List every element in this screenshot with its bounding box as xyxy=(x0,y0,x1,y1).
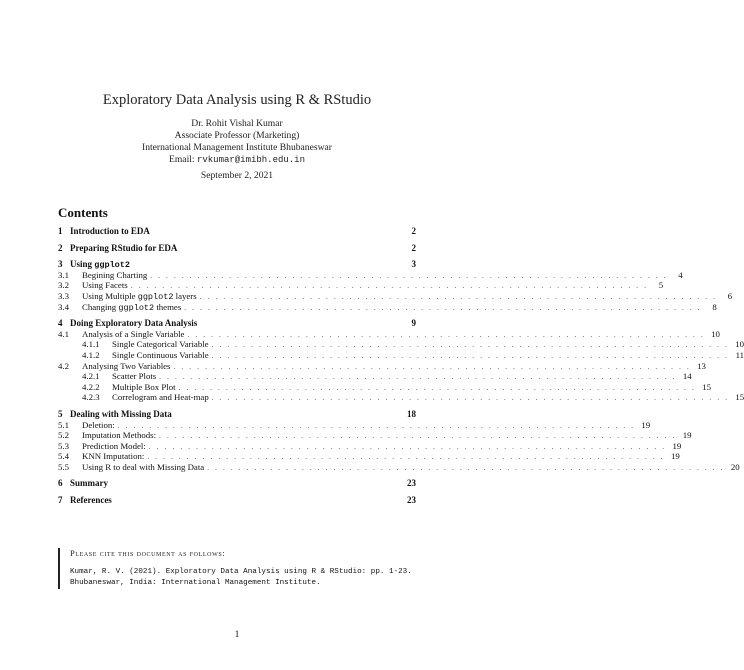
toc-entry[interactable] xyxy=(58,280,664,291)
contents-heading: Contents xyxy=(58,205,108,220)
toc-entry[interactable] xyxy=(58,409,416,420)
citation-line: Bhubaneswar, India: International Management Institute. xyxy=(70,579,321,587)
toc-entry-number: 2 xyxy=(58,242,63,253)
toc-entry-label: Prediction Model: xyxy=(82,440,146,451)
toc-entry[interactable] xyxy=(58,226,416,237)
toc-entry[interactable] xyxy=(58,301,717,313)
toc-entry-page: 8 xyxy=(712,301,717,312)
document-title: Exploratory Data Analysis using R & RStudio xyxy=(102,92,372,108)
toc-entry-number: 4.1.2 xyxy=(82,349,100,360)
toc-entry-label: Deletion: xyxy=(82,419,115,430)
toc-entry-number: 3.3 xyxy=(58,290,69,301)
author-block xyxy=(0,118,474,166)
toc-entry-page: 10 xyxy=(735,339,744,350)
toc-dot-leader: . . . . . . . . . . . . . . . . . . . . . . . . . . . . . . . . . . . . . . . . . . . . . . . . . . . . . . . . . . . . . . . . . . xyxy=(211,341,730,350)
toc-entry-number: 3.2 xyxy=(58,280,69,291)
toc-entry-page: 15 xyxy=(735,392,744,403)
toc-entry-label: Analysing Two Variables xyxy=(82,360,171,371)
toc-entry-page: 19 xyxy=(682,430,692,441)
toc-dot-leader: . . . . . . . . . . . . . . . . . . . . . . . . . . . . . . . . . . . . . . . . . . . . . . . . . . . . . . . . . . . . . . . . . . xyxy=(187,330,705,339)
toc-entry-page: 19 xyxy=(641,419,651,430)
toc-entry-page: 11 xyxy=(735,349,744,360)
toc-entry-label: Introduction to EDA xyxy=(70,226,150,236)
toc-dot-leader: . . . . . . . . . . . . . . . . . . . . . . . . . . . . . . . . . . . . . . . . . . . . . . . . . . . . . . . . . . . . . . . . . . xyxy=(178,383,696,392)
toc-entry-number: 5.2 xyxy=(58,430,69,441)
toc-entry[interactable] xyxy=(58,328,720,340)
toc-entry-label: Preparing RStudio for EDA xyxy=(70,242,178,253)
toc-dot-leader: . . . . . . . . . . . . . . . . . . . . . . . . . . . . . . . . . . . . . . . . . . . . . . . . . . . . . . . . . . . . . . . . . . xyxy=(184,303,702,312)
toc-entry-number: 6 xyxy=(58,478,63,489)
toc-entry-number: 3 xyxy=(58,259,63,270)
toc-dot-leader: . . . . . . . . . . . . . . . . . . . . . . . . . . . . . . . . . . . . . . . . . . . . . . . . . . . . . . . . . . . . . . . . . . xyxy=(130,282,649,291)
toc-dot-leader: . . . . . . . . . . . . . . . . . . . . . . . . . . . . . . . . . . . . . . . . . . . . . . . . . . . . . . . . . . . . . . . . . . xyxy=(150,271,668,280)
email-label: Email: xyxy=(168,154,195,165)
toc-dot-leader: . . . . . . . . . . . . . . . . . . . . . . . . . . . . . . . . . . . . . . . . . . . . . . . . . . . . . . . . . . . . . . . . . . xyxy=(159,373,677,382)
toc-entry-page: 19 xyxy=(670,451,680,462)
toc-entry-label: KNN Imputation: xyxy=(82,451,145,462)
toc-entry-number: 3.4 xyxy=(58,301,69,312)
page-number: 1 xyxy=(234,629,240,640)
toc-dot-leader: . . . . . . . . . . . . . . . . . . . . . . . . . . . . . . . . . . . . . . . . . . . . . . . . . . . . . . . . . . . . . . . . . . xyxy=(207,463,725,472)
toc-entry-page: 13 xyxy=(697,360,706,371)
author-name: Dr. Rohit Vishal Kumar xyxy=(191,118,283,129)
toc-entry-label: Correlogram and Heat-map xyxy=(112,392,209,403)
toc-entry[interactable] xyxy=(58,440,682,452)
toc-entry-page: 20 xyxy=(730,461,740,472)
toc-dot-leader: . . . . . . . . . . . . . . . . . . . . . . . . . . . . . . . . . . . . . . . . . . . . . . . . . . . . . . . . . . . . . . . . . . xyxy=(211,394,730,403)
toc-entry[interactable] xyxy=(58,339,744,350)
toc-entry-number: 7 xyxy=(58,495,63,506)
citation-text xyxy=(70,567,428,589)
toc-entry[interactable] xyxy=(58,371,692,382)
toc-entry-number: 3.1 xyxy=(58,269,69,280)
author-institute: International Management Institute Bhubaneswar xyxy=(142,142,332,153)
toc-entry-label: Multiple Box Plot xyxy=(112,381,176,392)
toc-entry[interactable] xyxy=(58,478,416,489)
citation-box xyxy=(58,548,428,589)
toc-entry-page: 6 xyxy=(727,290,733,301)
toc-entry-label: Using R to deal with Missing Data xyxy=(82,461,205,472)
toc-entry-page: 4 xyxy=(678,269,683,280)
toc-dot-leader: . . . . . . . . . . . . . . . . . . . . . . . . . . . . . . . . . . . . . . . . . . . . . . . . . . . . . . . . . . . . . . . . . . xyxy=(148,442,667,451)
toc-entry[interactable] xyxy=(58,318,416,329)
toc-entry-number: 4.2 xyxy=(58,360,69,371)
toc-entry-page: 19 xyxy=(672,440,682,451)
toc-entry[interactable] xyxy=(58,290,733,302)
toc-entry-page: 5 xyxy=(658,280,664,291)
toc-dot-leader: . . . . . . . . . . . . . . . . . . . . . . . . . . . . . . . . . . . . . . . . . . . . . . . . . . . . . . . . . . . . . . . . . . xyxy=(159,432,677,441)
toc-entry-page: 9 xyxy=(411,318,416,329)
toc-entry-label: Doing Exploratory Data Analysis xyxy=(70,318,198,329)
toc-entry-number: 4.2.1 xyxy=(82,371,100,382)
author-email-line xyxy=(0,154,474,166)
toc-entry-number: 4.2.2 xyxy=(82,381,100,392)
toc-entry[interactable] xyxy=(58,259,416,270)
toc-entry[interactable] xyxy=(58,495,416,506)
toc-entry-label: Using ggplot2 xyxy=(70,259,130,271)
toc-entry[interactable] xyxy=(58,430,692,441)
toc-entry-label: Imputation Methods: xyxy=(82,430,157,441)
toc-entry-page: 10 xyxy=(711,328,720,339)
toc-entry-number: 5.5 xyxy=(58,461,69,472)
toc-entry-label: Changing ggplot2 themes xyxy=(82,301,182,313)
toc-entry-page: 14 xyxy=(682,371,692,382)
toc-entry[interactable] xyxy=(58,392,744,403)
toc-entry-label: Using Multiple ggplot2 layers xyxy=(82,290,197,302)
toc-dot-leader: . . . . . . . . . . . . . . . . . . . . . . . . . . . . . . . . . . . . . . . . . . . . . . . . . . . . . . . . . . . . . . . . . . xyxy=(211,351,730,360)
toc-entry-number: 5 xyxy=(58,408,63,419)
toc-entry-number: 4.1 xyxy=(58,328,69,339)
toc-dot-leader: . . . . . . . . . . . . . . . . . . . . . . . . . . . . . . . . . . . . . . . . . . . . . . . . . . . . . . . . . . . . . . . . . . xyxy=(147,453,665,462)
toc-entry-page: 18 xyxy=(407,408,416,419)
author-position: Associate Professor (Marketing) xyxy=(174,130,300,141)
toc-entry-label: Scatter Plots xyxy=(112,371,157,382)
table-of-contents xyxy=(58,226,744,506)
toc-entry-label: Single Categorical Variable xyxy=(112,339,209,350)
toc-entry[interactable] xyxy=(58,269,683,281)
toc-entry-label: Summary xyxy=(70,478,108,489)
toc-entry[interactable] xyxy=(58,381,711,393)
toc-entry-label: Single Continuous Variable xyxy=(112,349,209,360)
toc-dot-leader: . . . . . . . . . . . . . . . . . . . . . . . . . . . . . . . . . . . . . . . . . . . . . . . . . . . . . . . . . . . . . . . . . . xyxy=(173,362,691,371)
toc-entry-page: 23 xyxy=(407,478,416,489)
toc-entry-number: 5.1 xyxy=(58,419,69,430)
toc-entry-label: Begining Charting xyxy=(82,269,148,280)
toc-entry-label: Using Facets xyxy=(82,280,128,291)
toc-entry-number: 4.1.1 xyxy=(82,339,100,350)
toc-dot-leader: . . . . . . . . . . . . . . . . . . . . . . . . . . . . . . . . . . . . . . . . . . . . . . . . . . . . . . . . . . . . . . . . . . xyxy=(117,421,636,430)
toc-entry-label: Dealing with Missing Data xyxy=(70,408,172,419)
toc-entry[interactable] xyxy=(58,451,680,462)
toc-dot-leader: . . . . . . . . . . . . . . . . . . . . . . . . . . . . . . . . . . . . . . . . . . . . . . . . . . . . . . . . . . . . . . . . . . xyxy=(199,292,718,301)
toc-entry-number: 4 xyxy=(58,318,63,329)
toc-entry-label: References xyxy=(70,495,112,506)
toc-entry[interactable] xyxy=(58,243,416,254)
toc-entry[interactable] xyxy=(58,349,744,361)
toc-entry-number: 4.2.3 xyxy=(82,392,100,403)
toc-entry-number: 5.3 xyxy=(58,440,69,451)
document-date: September 2, 2021 xyxy=(200,170,274,181)
toc-entry-number: 5.4 xyxy=(58,451,69,462)
toc-entry[interactable] xyxy=(58,360,706,372)
toc-entry[interactable] xyxy=(58,419,651,431)
email-link[interactable]: rvkumar@imibh.edu.in xyxy=(196,155,305,165)
citation-heading: Please cite this document as follows: xyxy=(70,548,226,558)
citation-line: Kumar, R. V. (2021). Exploratory Data Analysis using R & RStudio: pp. 1-23. xyxy=(70,568,412,576)
toc-entry-page: 3 xyxy=(411,259,416,270)
toc-entry-number: 1 xyxy=(58,226,63,236)
toc-entry-page: 15 xyxy=(702,381,711,392)
toc-entry[interactable] xyxy=(58,461,740,473)
toc-entry-page: 23 xyxy=(407,495,416,506)
toc-entry-page: 2 xyxy=(411,226,416,236)
toc-entry-label: Analysis of a Single Variable xyxy=(82,328,185,339)
toc-entry-page: 2 xyxy=(411,242,416,253)
